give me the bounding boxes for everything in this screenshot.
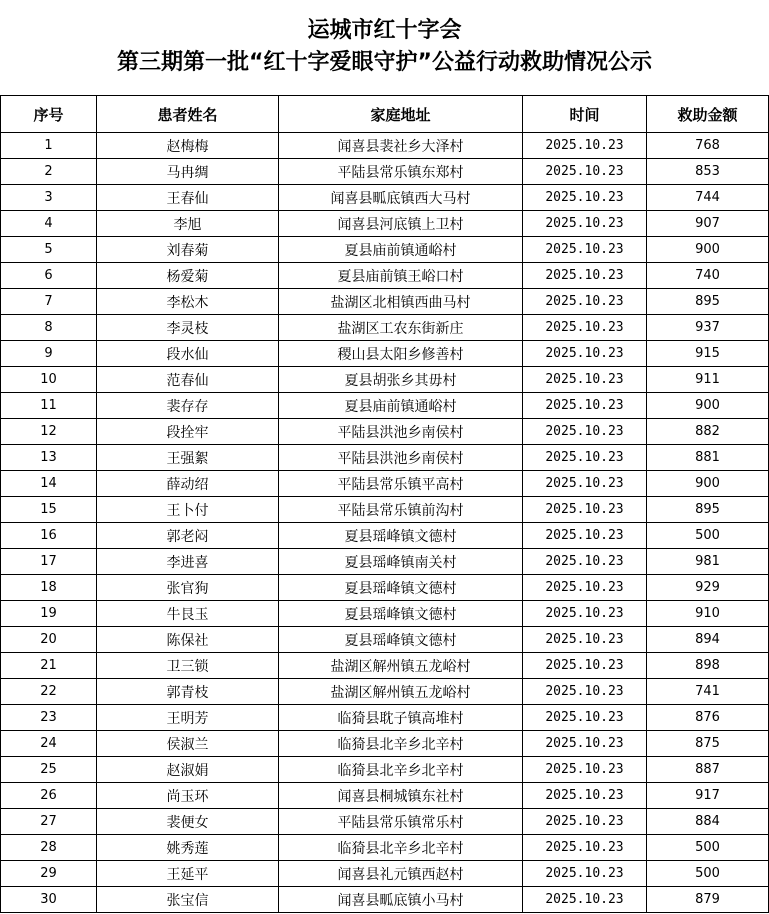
cell-patient-name: 段拴牢 — [97, 419, 279, 445]
cell-amount: 500 — [647, 523, 769, 549]
cell-address: 闻喜县畖底镇西大马村 — [279, 185, 523, 211]
cell-index: 23 — [1, 705, 97, 731]
cell-date: 2025.10.23 — [523, 861, 647, 887]
cell-patient-name: 段水仙 — [97, 341, 279, 367]
cell-date: 2025.10.23 — [523, 887, 647, 913]
cell-patient-name: 王明芳 — [97, 705, 279, 731]
cell-amount: 884 — [647, 809, 769, 835]
cell-patient-name: 郭青枝 — [97, 679, 279, 705]
table-row — [1, 289, 769, 315]
cell-index: 30 — [1, 887, 97, 913]
table-row — [1, 679, 769, 705]
cell-patient-name: 侯淑兰 — [97, 731, 279, 757]
cell-index: 5 — [1, 237, 97, 263]
cell-date: 2025.10.23 — [523, 627, 647, 653]
cell-patient-name: 张官狗 — [97, 575, 279, 601]
cell-index: 13 — [1, 445, 97, 471]
cell-patient-name: 马冉绸 — [97, 159, 279, 185]
cell-patient-name: 李旭 — [97, 211, 279, 237]
cell-amount: 917 — [647, 783, 769, 809]
cell-amount: 879 — [647, 887, 769, 913]
cell-index: 20 — [1, 627, 97, 653]
table-row — [1, 263, 769, 289]
cell-index: 12 — [1, 419, 97, 445]
cell-address: 临猗县北辛乡北辛村 — [279, 835, 523, 861]
table-row — [1, 393, 769, 419]
cell-date: 2025.10.23 — [523, 757, 647, 783]
cell-date: 2025.10.23 — [523, 679, 647, 705]
cell-index: 16 — [1, 523, 97, 549]
cell-index: 7 — [1, 289, 97, 315]
cell-index: 1 — [1, 133, 97, 159]
cell-amount: 876 — [647, 705, 769, 731]
header-patient-name: 患者姓名 — [97, 96, 279, 133]
cell-amount: 981 — [647, 549, 769, 575]
table-row — [1, 783, 769, 809]
table-row — [1, 471, 769, 497]
cell-patient-name: 尚玉环 — [97, 783, 279, 809]
table-row — [1, 419, 769, 445]
cell-address: 稷山县太阳乡修善村 — [279, 341, 523, 367]
cell-index: 11 — [1, 393, 97, 419]
document-subtitle: 第三期第一批“红十字爱眼守护”公益行动救助情况公示 — [117, 50, 652, 75]
cell-patient-name: 裴便女 — [97, 809, 279, 835]
cell-date: 2025.10.23 — [523, 445, 647, 471]
cell-amount: 875 — [647, 731, 769, 757]
cell-amount: 907 — [647, 211, 769, 237]
cell-date: 2025.10.23 — [523, 159, 647, 185]
cell-date: 2025.10.23 — [523, 393, 647, 419]
table-row — [1, 497, 769, 523]
table-row — [1, 133, 769, 159]
cell-address: 夏县瑶峰镇文德村 — [279, 575, 523, 601]
cell-address: 夏县瑶峰镇南关村 — [279, 549, 523, 575]
cell-amount: 929 — [647, 575, 769, 601]
cell-amount: 741 — [647, 679, 769, 705]
cell-date: 2025.10.23 — [523, 419, 647, 445]
cell-address: 平陆县常乐镇常乐村 — [279, 809, 523, 835]
cell-address: 临猗县北辛乡北辛村 — [279, 757, 523, 783]
table-header-row — [1, 96, 769, 133]
cell-index: 27 — [1, 809, 97, 835]
cell-date: 2025.10.23 — [523, 263, 647, 289]
cell-index: 28 — [1, 835, 97, 861]
header-amount: 救助金额 — [647, 96, 769, 133]
cell-amount: 910 — [647, 601, 769, 627]
cell-index: 3 — [1, 185, 97, 211]
table-row — [1, 835, 769, 861]
cell-address: 盐湖区工农东街新庄 — [279, 315, 523, 341]
cell-patient-name: 杨爱菊 — [97, 263, 279, 289]
cell-index: 21 — [1, 653, 97, 679]
cell-address: 闻喜县礼元镇西赵村 — [279, 861, 523, 887]
table-row — [1, 601, 769, 627]
cell-date: 2025.10.23 — [523, 835, 647, 861]
cell-address: 临猗县耽子镇高堆村 — [279, 705, 523, 731]
cell-patient-name: 姚秀莲 — [97, 835, 279, 861]
cell-address: 闻喜县河底镇上卫村 — [279, 211, 523, 237]
cell-amount: 895 — [647, 289, 769, 315]
cell-date: 2025.10.23 — [523, 367, 647, 393]
table-row — [1, 523, 769, 549]
cell-index: 19 — [1, 601, 97, 627]
table-row — [1, 887, 769, 913]
cell-address: 夏县胡张乡其毋村 — [279, 367, 523, 393]
cell-address: 平陆县常乐镇平高村 — [279, 471, 523, 497]
cell-address: 夏县瑶峰镇文德村 — [279, 523, 523, 549]
cell-address: 夏县庙前镇通峪村 — [279, 237, 523, 263]
cell-address: 平陆县洪池乡南侯村 — [279, 419, 523, 445]
cell-amount: 911 — [647, 367, 769, 393]
cell-date: 2025.10.23 — [523, 523, 647, 549]
cell-patient-name: 李松木 — [97, 289, 279, 315]
cell-date: 2025.10.23 — [523, 575, 647, 601]
cell-amount: 740 — [647, 263, 769, 289]
document-title: 运城市红十字会 — [307, 18, 462, 43]
table-row — [1, 757, 769, 783]
cell-date: 2025.10.23 — [523, 237, 647, 263]
cell-amount: 915 — [647, 341, 769, 367]
table-row — [1, 341, 769, 367]
cell-address: 夏县瑶峰镇文德村 — [279, 627, 523, 653]
cell-index: 6 — [1, 263, 97, 289]
table-body — [1, 133, 769, 913]
header-date: 时间 — [523, 96, 647, 133]
cell-amount: 937 — [647, 315, 769, 341]
table-row — [1, 861, 769, 887]
cell-index: 25 — [1, 757, 97, 783]
table-row — [1, 705, 769, 731]
cell-address: 闻喜县桐城镇东社村 — [279, 783, 523, 809]
cell-patient-name: 王卜付 — [97, 497, 279, 523]
table-row — [1, 445, 769, 471]
cell-index: 18 — [1, 575, 97, 601]
cell-patient-name: 薛动绍 — [97, 471, 279, 497]
cell-date: 2025.10.23 — [523, 185, 647, 211]
table-row — [1, 159, 769, 185]
cell-patient-name: 牛艮玉 — [97, 601, 279, 627]
cell-patient-name: 卫三锁 — [97, 653, 279, 679]
cell-index: 17 — [1, 549, 97, 575]
cell-amount: 898 — [647, 653, 769, 679]
table-row — [1, 185, 769, 211]
cell-address: 盐湖区解州镇五龙峪村 — [279, 679, 523, 705]
cell-amount: 894 — [647, 627, 769, 653]
cell-amount: 500 — [647, 835, 769, 861]
cell-date: 2025.10.23 — [523, 341, 647, 367]
cell-date: 2025.10.23 — [523, 601, 647, 627]
cell-address: 平陆县常乐镇前沟村 — [279, 497, 523, 523]
cell-index: 4 — [1, 211, 97, 237]
cell-address: 夏县庙前镇通峪村 — [279, 393, 523, 419]
table-row — [1, 809, 769, 835]
cell-date: 2025.10.23 — [523, 809, 647, 835]
cell-date: 2025.10.23 — [523, 133, 647, 159]
cell-date: 2025.10.23 — [523, 705, 647, 731]
cell-amount: 900 — [647, 471, 769, 497]
cell-patient-name: 裴存存 — [97, 393, 279, 419]
cell-amount: 887 — [647, 757, 769, 783]
cell-patient-name: 王春仙 — [97, 185, 279, 211]
cell-index: 15 — [1, 497, 97, 523]
cell-patient-name: 赵梅梅 — [97, 133, 279, 159]
cell-address: 平陆县洪池乡南侯村 — [279, 445, 523, 471]
header-index: 序号 — [1, 96, 97, 133]
cell-patient-name: 王延平 — [97, 861, 279, 887]
cell-amount: 900 — [647, 393, 769, 419]
cell-patient-name: 李灵枝 — [97, 315, 279, 341]
table-row — [1, 367, 769, 393]
cell-date: 2025.10.23 — [523, 783, 647, 809]
table-row — [1, 315, 769, 341]
cell-address: 夏县瑶峰镇文德村 — [279, 601, 523, 627]
cell-patient-name: 赵淑娟 — [97, 757, 279, 783]
cell-amount: 900 — [647, 237, 769, 263]
cell-index: 10 — [1, 367, 97, 393]
cell-index: 9 — [1, 341, 97, 367]
cell-date: 2025.10.23 — [523, 315, 647, 341]
cell-amount: 768 — [647, 133, 769, 159]
cell-date: 2025.10.23 — [523, 471, 647, 497]
cell-amount: 853 — [647, 159, 769, 185]
cell-patient-name: 郭老闷 — [97, 523, 279, 549]
cell-address: 夏县庙前镇王峪口村 — [279, 263, 523, 289]
cell-patient-name: 张宝信 — [97, 887, 279, 913]
cell-index: 2 — [1, 159, 97, 185]
cell-index: 8 — [1, 315, 97, 341]
cell-patient-name: 王强絮 — [97, 445, 279, 471]
cell-address: 盐湖区解州镇五龙峪村 — [279, 653, 523, 679]
cell-amount: 895 — [647, 497, 769, 523]
cell-patient-name: 刘春菊 — [97, 237, 279, 263]
cell-date: 2025.10.23 — [523, 497, 647, 523]
cell-address: 盐湖区北相镇西曲马村 — [279, 289, 523, 315]
table-row — [1, 237, 769, 263]
cell-patient-name: 李进喜 — [97, 549, 279, 575]
cell-address: 闻喜县畖底镇小马村 — [279, 887, 523, 913]
cell-date: 2025.10.23 — [523, 211, 647, 237]
cell-address: 闻喜县裴社乡大泽村 — [279, 133, 523, 159]
cell-index: 26 — [1, 783, 97, 809]
table-row — [1, 627, 769, 653]
cell-address: 临猗县北辛乡北辛村 — [279, 731, 523, 757]
cell-patient-name: 陈保社 — [97, 627, 279, 653]
header-address: 家庭地址 — [279, 96, 523, 133]
cell-date: 2025.10.23 — [523, 731, 647, 757]
cell-date: 2025.10.23 — [523, 653, 647, 679]
cell-date: 2025.10.23 — [523, 549, 647, 575]
cell-index: 29 — [1, 861, 97, 887]
cell-amount: 500 — [647, 861, 769, 887]
table-row — [1, 211, 769, 237]
cell-amount: 882 — [647, 419, 769, 445]
cell-patient-name: 范春仙 — [97, 367, 279, 393]
cell-address: 平陆县常乐镇东郑村 — [279, 159, 523, 185]
table-row — [1, 731, 769, 757]
aid-table — [0, 95, 769, 913]
table-row — [1, 549, 769, 575]
cell-amount: 744 — [647, 185, 769, 211]
table-row — [1, 575, 769, 601]
cell-index: 22 — [1, 679, 97, 705]
cell-index: 24 — [1, 731, 97, 757]
cell-date: 2025.10.23 — [523, 289, 647, 315]
table-row — [1, 653, 769, 679]
cell-index: 14 — [1, 471, 97, 497]
cell-amount: 881 — [647, 445, 769, 471]
